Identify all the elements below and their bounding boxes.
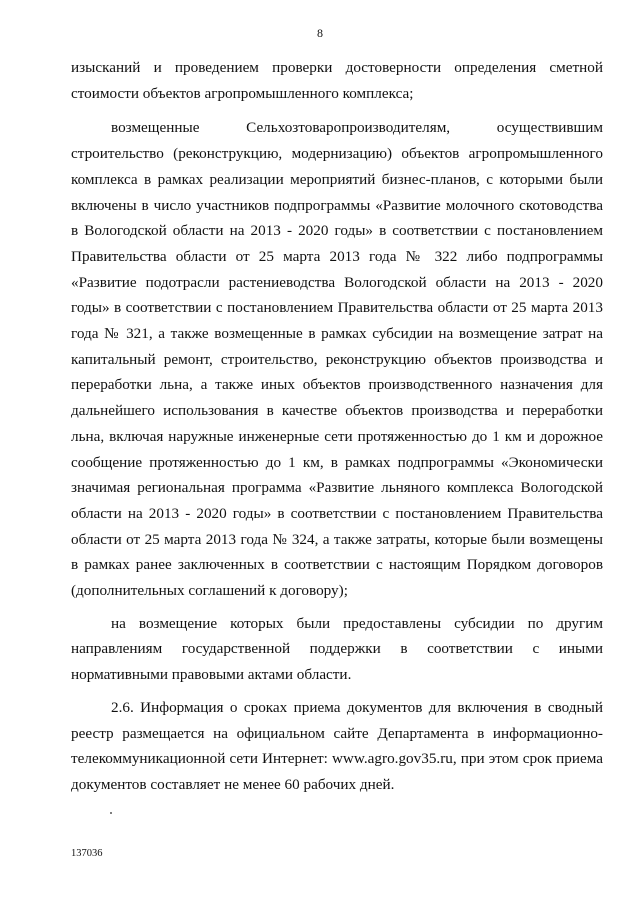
document-body bbox=[71, 55, 603, 798]
paragraph-continuation: изысканий и проведением проверки достоверности определения сметной стоимости объектов агропромышленного комплекса; bbox=[71, 59, 603, 102]
paragraph-section-2-6: 2.6. Информация о сроках приема документов для включения в сводный реестр размещается на официальном сайте Департамента в информационно-телекоммуникационной сети Интернет: www.agro.gov35.ru, при этом срок приема документов составляет не менее 60 рабочих дней. bbox=[71, 698, 603, 793]
document-id: 137036 bbox=[71, 848, 103, 859]
paragraph-other-subsidies: на возмещение которых были предоставлены субсидии по другим направлениям государственной поддержки в соответствии с иными нормативными правовыми актами области. bbox=[71, 614, 603, 684]
stray-mark bbox=[110, 812, 112, 814]
page-number: 8 bbox=[317, 26, 323, 40]
paragraph-reimbursed-costs: возмещенные Сельхозтоваропроизводителям, осуществившим строительство (реконструкцию, модернизацию) объектов агропромышленного комплекса в рамках реализации мероприятий бизнес-планов, с которыми были включены в число участников подпрограммы «Развитие молочного скотоводства в Вологодской области на 2013 - 2020 годы» в соответствии с постановлением Правительства области от 25 марта 2013 года № 322 либо подпрограммы «Развитие подотрасли растениеводства Вологодской области на 2013 - 2020 годы» в соответствии с постановлением Правительства области от 25 марта 2013 года № 321, а также возмещенные в рамках субсидии на возмещение затрат на капитальный ремонт, строительство, реконструкцию объектов производства и переработки льна, а также иных объектов производственного назначения для дальнейшего использования в качестве объектов производства и переработки льна, включая наружные инженерные сети протяженностью до 1 км и дорожное сообщение протяженностью до 1 км, в рамках подпрограммы «Экономически значимая региональная программа «Развитие льняного комплекса Вологодской области на 2013 - 2020 годы» в соответствии с постановлением Правительства области от 25 марта 2013 года № 324, а также затраты, которые были возмещены в рамках ранее заключенных в соответствии с настоящим Порядком договоров (дополнительных соглашений к договору); bbox=[71, 119, 603, 600]
